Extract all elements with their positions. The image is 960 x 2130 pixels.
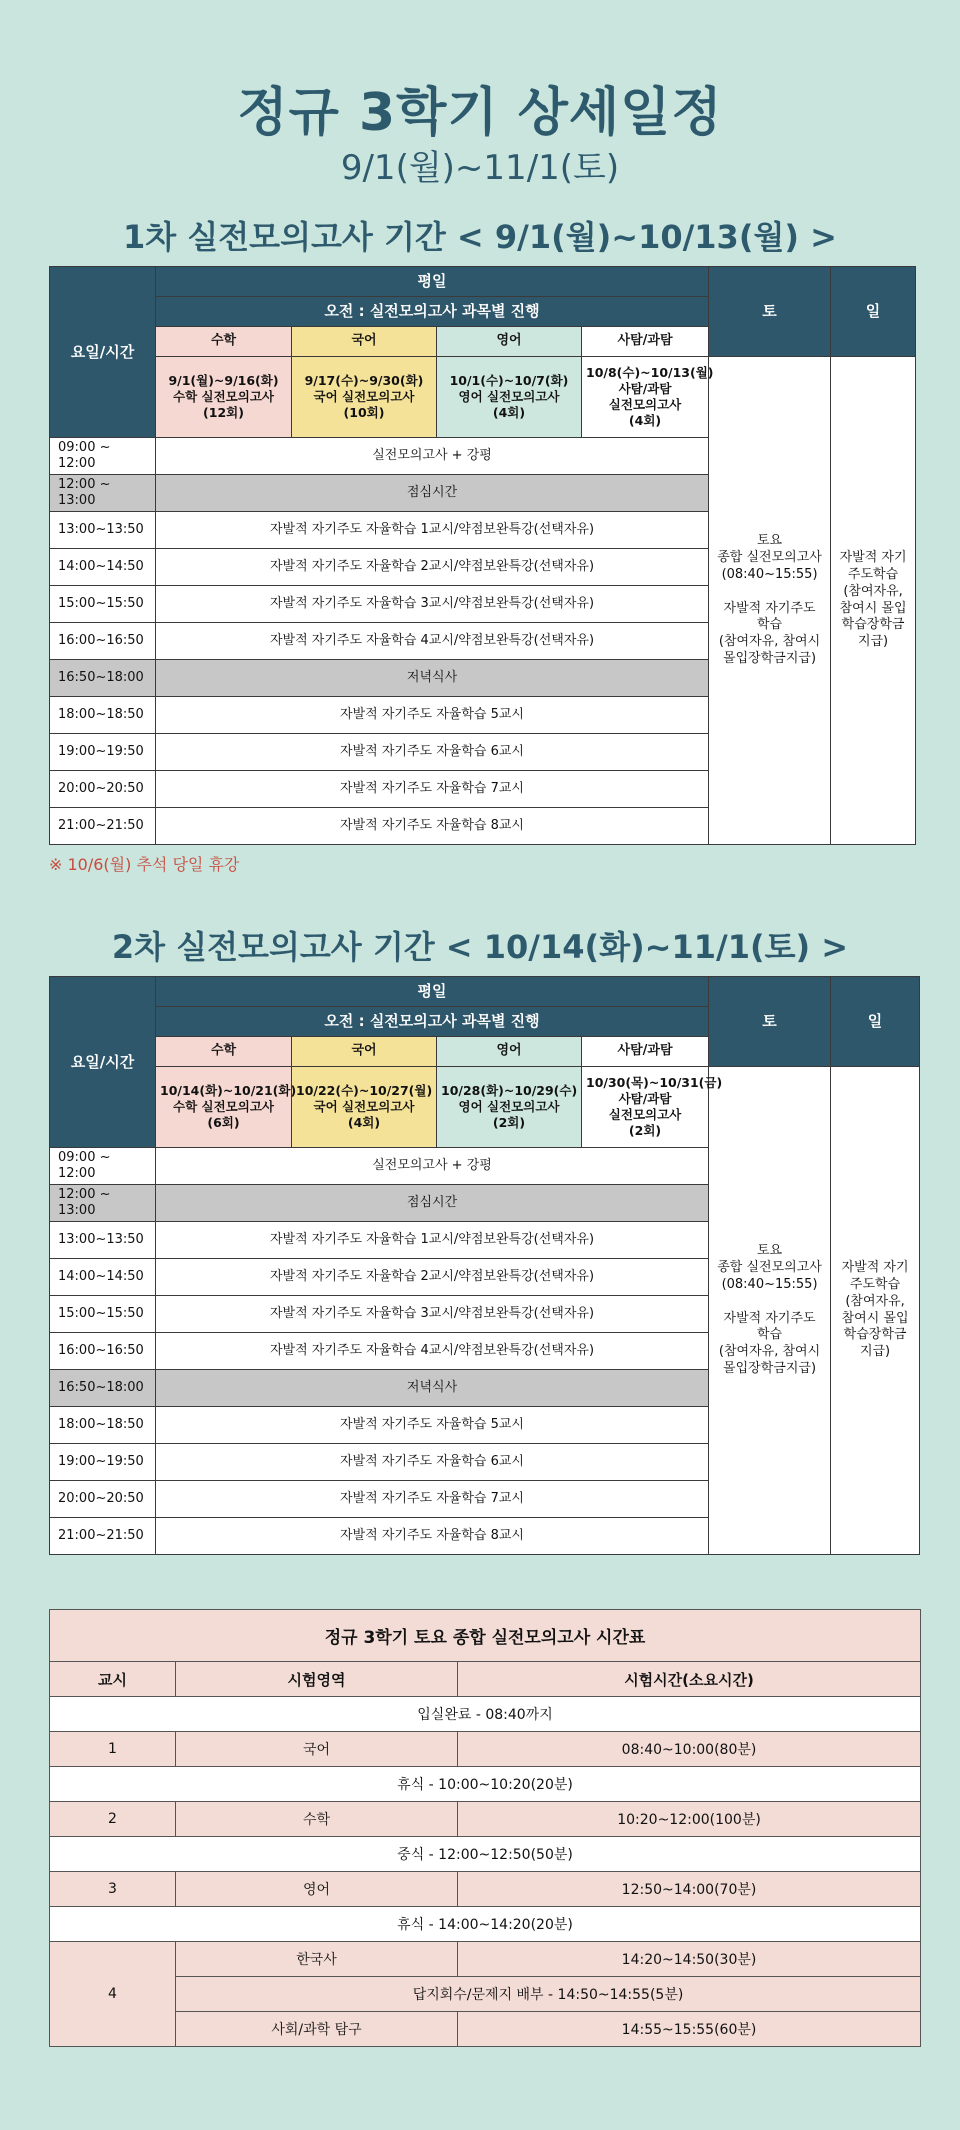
time-cell: 12:00 ~ 13:00	[50, 475, 156, 512]
subject-social-science: 사탐/과탐	[582, 327, 709, 357]
activity-cell: 자발적 자기주도 자율학습 2교시/약점보완특강(선택자유)	[156, 1259, 709, 1296]
exam-area: 사회/과학 탐구	[176, 2012, 458, 2047]
section2-schedule-table	[49, 976, 920, 1555]
exam-time: 10:20~12:00(100분)	[458, 1802, 921, 1837]
sunday-header: 일	[831, 977, 920, 1067]
weekday-header: 평일	[156, 977, 709, 1007]
activity-cell: 자발적 자기주도 자율학습 5교시	[156, 1407, 709, 1444]
subject-math: 수학	[156, 327, 292, 357]
activity-cell: 자발적 자기주도 자율학습 7교시	[156, 771, 709, 808]
section2-title: 2차 실전모의고사 기간 < 10/14(화)~11/1(토) >	[111, 928, 849, 966]
time-cell: 14:00~14:50	[50, 1259, 156, 1296]
collect-row: 답지회수/문제지 배부 - 14:50~14:55(5분)	[176, 1977, 921, 2012]
break-row: 휴식 - 10:00~10:20(20분)	[50, 1767, 921, 1802]
activity-cell: 점심시간	[156, 475, 709, 512]
time-cell: 14:00~14:50	[50, 549, 156, 586]
time-cell: 09:00 ~ 12:00	[50, 438, 156, 475]
saturday-cell: 토요 종합 실전모의고사 (08:40~15:55) 자발적 자기주도 학습 (참여자유, 참여시 몰입장학금지급)	[709, 1067, 831, 1555]
activity-cell: 저녁식사	[156, 1370, 709, 1407]
time-cell: 18:00~18:50	[50, 697, 156, 734]
period-korean: 10/22(수)~10/27(월) 국어 실전모의고사 (4회)	[292, 1067, 437, 1148]
morning-note: 오전 : 실전모의고사 과목별 진행	[156, 1007, 709, 1037]
saturday-exam-table	[49, 1609, 921, 2047]
exam-area: 영어	[176, 1872, 458, 1907]
time-cell: 18:00~18:50	[50, 1407, 156, 1444]
activity-cell: 자발적 자기주도 자율학습 4교시/약점보완특강(선택자유)	[156, 623, 709, 660]
subject-english: 영어	[437, 327, 582, 357]
sunday-cell: 자발적 자기 주도학습 (참여자유, 참여시 몰입 학습장학금 지급)	[831, 357, 916, 845]
activity-cell: 자발적 자기주도 자율학습 6교시	[156, 1444, 709, 1481]
time-cell: 16:50~18:00	[50, 660, 156, 697]
exam-time: 14:55~15:55(60분)	[458, 2012, 921, 2047]
time-cell: 16:00~16:50	[50, 1333, 156, 1370]
activity-cell: 자발적 자기주도 자율학습 8교시	[156, 808, 709, 845]
activity-cell: 실전모의고사 + 강평	[156, 438, 709, 475]
exam-time: 12:50~14:00(70분)	[458, 1872, 921, 1907]
saturday-header: 토	[709, 267, 831, 357]
period-number: 4	[50, 1942, 176, 2047]
time-cell: 13:00~13:50	[50, 1222, 156, 1259]
time-cell: 21:00~21:50	[50, 1518, 156, 1555]
header-area: 시험영역	[176, 1662, 458, 1697]
corner-header: 요일/시간	[50, 267, 156, 438]
time-cell: 20:00~20:50	[50, 771, 156, 808]
header-period: 교시	[50, 1662, 176, 1697]
exam-area: 수학	[176, 1802, 458, 1837]
period-number: 2	[50, 1802, 176, 1837]
period-math: 9/1(월)~9/16(화) 수학 실전모의고사 (12회)	[156, 357, 292, 438]
period-korean: 9/17(수)~9/30(화) 국어 실전모의고사 (10회)	[292, 357, 437, 438]
activity-cell: 자발적 자기주도 자율학습 2교시/약점보완특강(선택자유)	[156, 549, 709, 586]
period-social-science: 10/8(수)~10/13(월) 사탐/과탐 실전모의고사 (4회)	[582, 357, 709, 438]
activity-cell: 저녁식사	[156, 660, 709, 697]
period-english: 10/1(수)~10/7(화) 영어 실전모의고사 (4회)	[437, 357, 582, 438]
activity-cell: 자발적 자기주도 자율학습 5교시	[156, 697, 709, 734]
time-cell: 16:00~16:50	[50, 623, 156, 660]
time-cell: 20:00~20:50	[50, 1481, 156, 1518]
section1-schedule-table	[49, 266, 916, 845]
exam-area: 국어	[176, 1732, 458, 1767]
saturday-header: 토	[709, 977, 831, 1067]
subject-english: 영어	[437, 1037, 582, 1067]
time-cell: 15:00~15:50	[50, 586, 156, 623]
corner-header: 요일/시간	[50, 977, 156, 1148]
activity-cell: 실전모의고사 + 강평	[156, 1148, 709, 1185]
morning-note: 오전 : 실전모의고사 과목별 진행	[156, 297, 709, 327]
header-time: 시험시간(소요시간)	[458, 1662, 921, 1697]
subject-korean: 국어	[292, 1037, 437, 1067]
exam-time: 14:20~14:50(30분)	[458, 1942, 921, 1977]
holiday-note: ※ 10/6(월) 추석 당일 휴강	[49, 855, 240, 874]
lunch-row: 중식 - 12:00~12:50(50분)	[50, 1837, 921, 1872]
period-math: 10/14(화)~10/21(화) 수학 실전모의고사 (6회)	[156, 1067, 292, 1148]
period-number: 3	[50, 1872, 176, 1907]
activity-cell: 자발적 자기주도 자율학습 1교시/약점보완특강(선택자유)	[156, 1222, 709, 1259]
weekday-header: 평일	[156, 267, 709, 297]
activity-cell: 자발적 자기주도 자율학습 7교시	[156, 1481, 709, 1518]
entry-row: 입실완료 - 08:40까지	[50, 1697, 921, 1732]
time-cell: 15:00~15:50	[50, 1296, 156, 1333]
page-title: 정규 3학기 상세일정	[237, 83, 723, 143]
sunday-header: 일	[831, 267, 916, 357]
period-social-science: 10/30(목)~10/31(금) 사탐/과탐 실전모의고사 (2회)	[582, 1067, 709, 1148]
page-subtitle: 9/1(월)~11/1(토)	[340, 148, 620, 188]
sunday-cell: 자발적 자기 주도학습 (참여자유, 참여시 몰입 학습장학금 지급)	[831, 1067, 920, 1555]
period-english: 10/28(화)~10/29(수) 영어 실전모의고사 (2회)	[437, 1067, 582, 1148]
exam-area: 한국사	[176, 1942, 458, 1977]
activity-cell: 자발적 자기주도 자율학습 3교시/약점보완특강(선택자유)	[156, 586, 709, 623]
time-cell: 12:00 ~ 13:00	[50, 1185, 156, 1222]
section1-title: 1차 실전모의고사 기간 < 9/1(월)~10/13(월) >	[123, 218, 837, 256]
activity-cell: 자발적 자기주도 자율학습 4교시/약점보완특강(선택자유)	[156, 1333, 709, 1370]
period-number: 1	[50, 1732, 176, 1767]
saturday-table-title: 정규 3학기 토요 종합 실전모의고사 시간표	[50, 1610, 921, 1662]
activity-cell: 자발적 자기주도 자율학습 6교시	[156, 734, 709, 771]
activity-cell: 자발적 자기주도 자율학습 8교시	[156, 1518, 709, 1555]
break-row: 휴식 - 14:00~14:20(20분)	[50, 1907, 921, 1942]
subject-math: 수학	[156, 1037, 292, 1067]
saturday-cell: 토요 종합 실전모의고사 (08:40~15:55) 자발적 자기주도 학습 (참여자유, 참여시 몰입장학금지급)	[709, 357, 831, 845]
activity-cell: 자발적 자기주도 자율학습 3교시/약점보완특강(선택자유)	[156, 1296, 709, 1333]
exam-time: 08:40~10:00(80분)	[458, 1732, 921, 1767]
time-cell: 19:00~19:50	[50, 1444, 156, 1481]
activity-cell: 점심시간	[156, 1185, 709, 1222]
time-cell: 19:00~19:50	[50, 734, 156, 771]
subject-social-science: 사탐/과탐	[582, 1037, 709, 1067]
subject-korean: 국어	[292, 327, 437, 357]
time-cell: 21:00~21:50	[50, 808, 156, 845]
time-cell: 09:00 ~ 12:00	[50, 1148, 156, 1185]
time-cell: 13:00~13:50	[50, 512, 156, 549]
activity-cell: 자발적 자기주도 자율학습 1교시/약점보완특강(선택자유)	[156, 512, 709, 549]
time-cell: 16:50~18:00	[50, 1370, 156, 1407]
